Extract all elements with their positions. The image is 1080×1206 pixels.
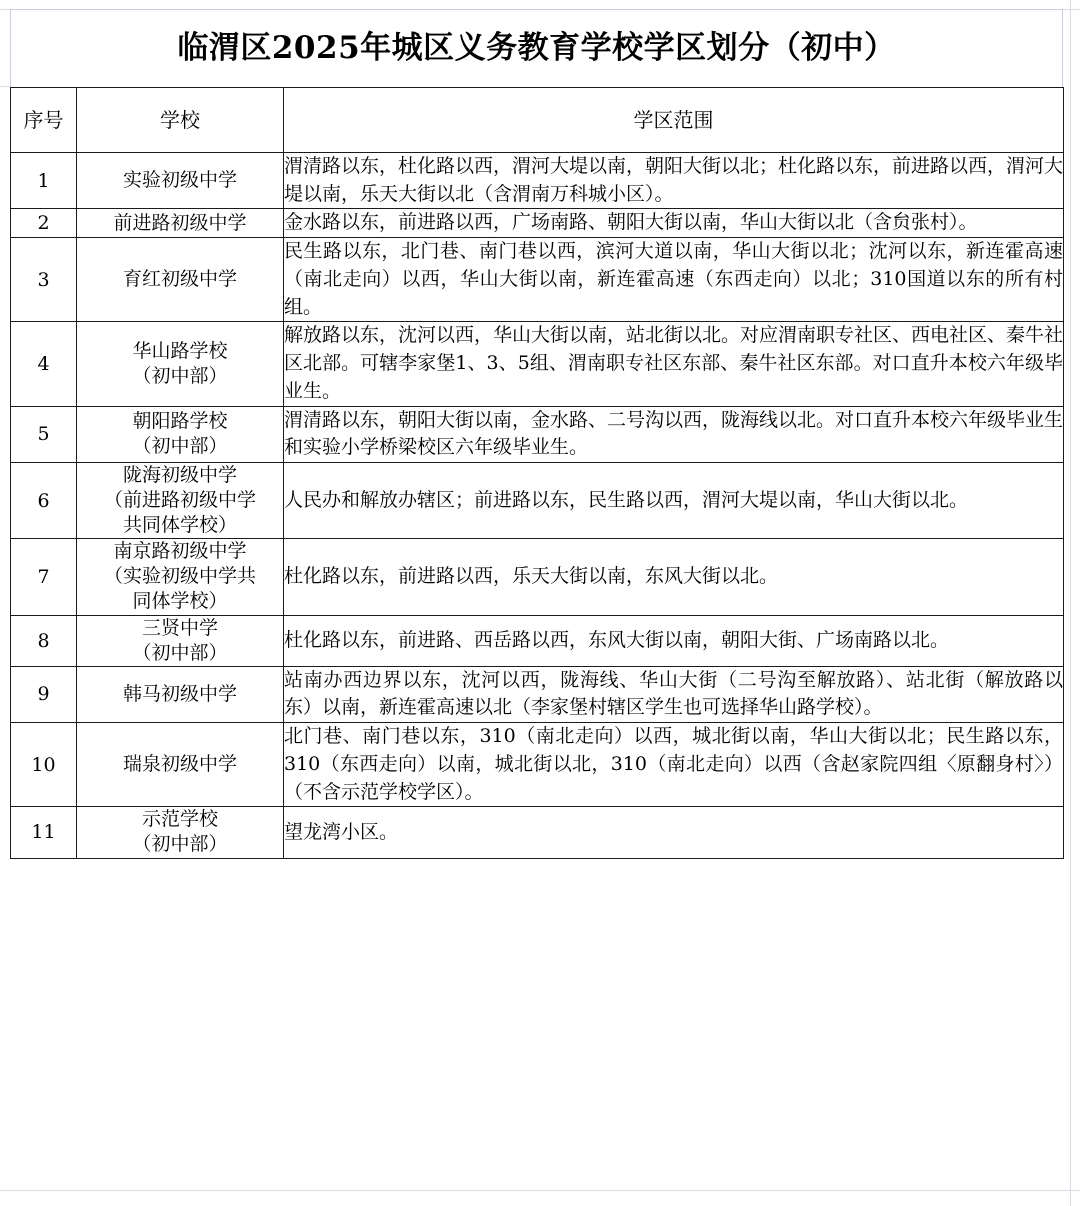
table-row [11, 322, 1064, 406]
school-name-line: 育红初级中学 [122, 268, 237, 291]
row-number-cell: 1 [11, 153, 77, 209]
row-number-cell: 5 [11, 406, 77, 462]
zoning-document [10, 9, 1063, 859]
school-name-line: 华山路学校 [132, 339, 228, 362]
school-name-cell [77, 807, 284, 858]
school-name-cell [77, 723, 284, 807]
school-name-line: 共同体学校） [122, 514, 237, 537]
row-number-cell: 4 [11, 322, 77, 406]
table-row [11, 539, 1064, 615]
table-header-row [11, 88, 1064, 153]
row-number-cell: 3 [11, 238, 77, 322]
school-name-line: （初中部） [132, 833, 228, 856]
school-name-line: 前进路初级中学 [113, 211, 247, 234]
zone-range-cell: 杜化路以东，前进路、西岳路以西，东风大街以南，朝阳大街、广场南路以北。 [284, 615, 1064, 666]
row-number-cell: 11 [11, 807, 77, 858]
document-title-band [10, 9, 1063, 87]
row-number-cell: 9 [11, 666, 77, 722]
page-title: 临渭区2025年城区义务教育学校学区划分（初中） [177, 30, 896, 66]
zone-range-cell: 站南办西边界以东，沈河以西，陇海线、华山大街（二号沟至解放路）、站北街（解放路以东）以南，新连霍高速以北（李家堡村辖区学生也可选择华山路学校）。 [284, 666, 1064, 722]
row-number-cell: 10 [11, 723, 77, 807]
zone-range-cell: 北门巷、南门巷以东，310（南北走向）以西，城北街以南，华山大街以北；民生路以东，310（东西走向）以南，城北街以北，310（南北走向）以西（含赵家院四组〈原翻身村〉）（不含示范学校学区）。 [284, 723, 1064, 807]
school-name-cell [77, 238, 284, 322]
column-header-no [11, 88, 77, 153]
column-header-no-label: 序号 [23, 108, 64, 132]
grid-line-horizontal [0, 1190, 1080, 1191]
school-name-cell [77, 463, 284, 539]
row-number-cell: 6 [11, 463, 77, 539]
school-name-cell [77, 322, 284, 406]
zone-range-cell: 杜化路以东，前进路以西，乐天大街以南，东风大街以北。 [284, 539, 1064, 615]
row-number-cell: 2 [11, 209, 77, 238]
column-header-school-label: 学校 [160, 108, 200, 132]
school-name-line: （初中部） [132, 365, 228, 387]
zone-range-cell: 解放路以东，沈河以西，华山大街以南，站北街以北。对应渭南职专社区、西电社区、秦牛社区北部。可辖李家堡1、3、5组、渭南职专社区东部、秦牛社区东部。对口直升本校六年级毕业生。 [284, 322, 1064, 406]
school-name-line: 同体学校） [132, 590, 228, 613]
school-name-line: （初中部） [132, 435, 228, 458]
school-name-line: 陇海初级中学 [122, 464, 237, 487]
school-name-line: 瑞泉初级中学 [122, 753, 237, 776]
zone-range-cell: 望龙湾小区。 [284, 807, 1064, 858]
table-row [11, 666, 1064, 722]
zone-range-cell: 民生路以东，北门巷、南门巷以西，滨河大道以南，华山大街以北；沈河以东，新连霍高速（南北走向）以西，华山大街以南，新连霍高速（东西走向）以北；310国道以东的所有村组。 [284, 238, 1064, 322]
table-row [11, 153, 1064, 209]
school-name-line: 示范学校 [141, 808, 218, 831]
table-row [11, 807, 1064, 858]
table-row [11, 238, 1064, 322]
school-name-line: 朝阳路学校 [132, 410, 228, 433]
column-header-range-label: 学区范围 [633, 108, 714, 132]
zone-range-cell: 渭清路以东，杜化路以西，渭河大堤以南，朝阳大街以北；杜化路以东，前进路以西，渭河大堤以南，乐天大街以北（含渭南万科城小区）。 [284, 153, 1064, 209]
school-name-line: 韩马初级中学 [122, 682, 237, 705]
table-row [11, 406, 1064, 462]
school-name-line: 南京路初级中学 [113, 540, 247, 563]
school-zoning-table [10, 87, 1064, 859]
school-name-line: （前进路初级中学 [103, 489, 256, 512]
school-name-line: （初中部） [132, 641, 228, 664]
school-name-cell [77, 209, 284, 238]
grid-line-horizontal [0, 86, 10, 87]
school-name-cell [77, 406, 284, 462]
school-name-cell [77, 615, 284, 666]
grid-line-vertical [1070, 0, 1071, 1206]
column-header-school [77, 88, 284, 153]
column-header-range [284, 88, 1064, 153]
row-number-cell: 7 [11, 539, 77, 615]
school-name-line: 实验初级中学 [122, 169, 237, 192]
school-name-cell [77, 666, 284, 722]
table-row [11, 463, 1064, 539]
school-name-cell [77, 539, 284, 615]
zone-range-cell: 金水路以东，前进路以西，广场南路、朝阳大街以南，华山大街以北（含贠张村）。 [284, 209, 1064, 238]
zone-range-cell: 渭清路以东，朝阳大街以南，金水路、二号沟以西，陇海线以北。对口直升本校六年级毕业生和实验小学桥梁校区六年级毕业生。 [284, 406, 1064, 462]
table-row [11, 723, 1064, 807]
school-name-line: 三贤中学 [141, 616, 218, 639]
table-row [11, 209, 1064, 238]
table-row [11, 615, 1064, 666]
school-name-cell [77, 153, 284, 209]
row-number-cell: 8 [11, 615, 77, 666]
zone-range-cell: 人民办和解放办辖区；前进路以东，民生路以西，渭河大堤以南，华山大街以北。 [284, 463, 1064, 539]
school-name-line: （实验初级中学共 [103, 565, 256, 588]
